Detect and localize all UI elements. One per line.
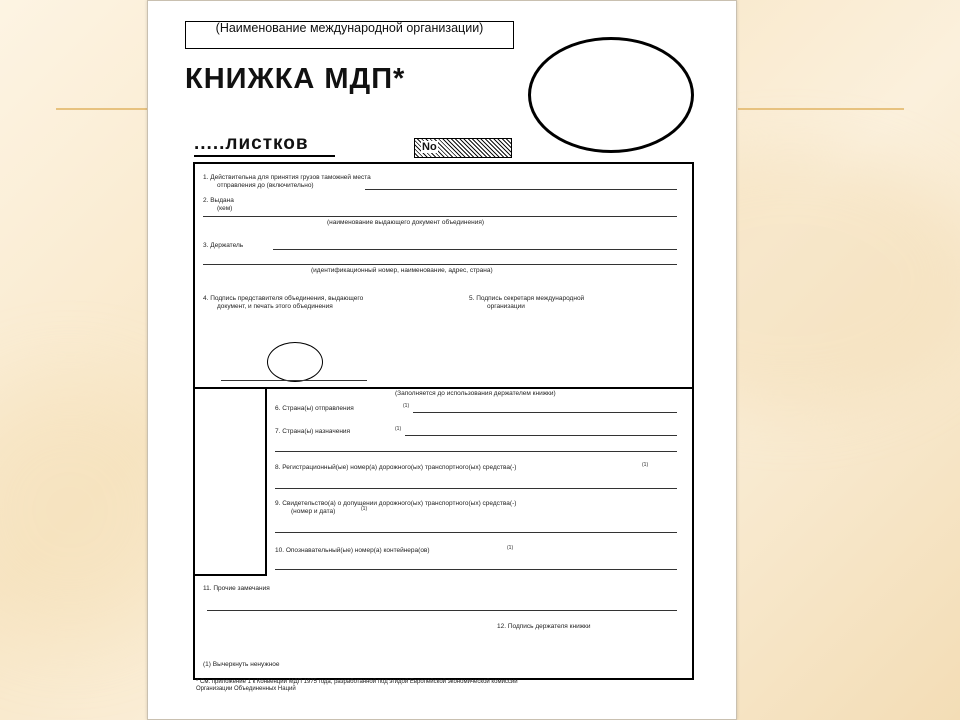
sheets-label: .....листков (194, 133, 335, 157)
field-11-line (207, 610, 677, 611)
footnote-line-2: Организации Объединенных Наций (196, 686, 296, 692)
field-11-label: 11. Прочие замечания (203, 585, 270, 592)
field-4-label-cont: документ, и печать этого объединения (217, 303, 333, 310)
field-3-line (273, 249, 677, 250)
field-12-label: 12. Подпись держателя книжки (497, 623, 591, 630)
footnote-line-1: * См. приложение 1 к Конвенции МДП 1975 года, разработанной под эгидой Европейской экономической комиссии (196, 679, 518, 685)
field-1-label: 1. Действительна для принятия грузов таможней места (203, 174, 371, 181)
field-7-line-2 (275, 451, 677, 452)
field-8-label: 8. Регистрационный(ые) номер(а) дорожного(ых) транспортного(ых) средства(-) (275, 464, 517, 471)
field-8-line (275, 488, 677, 489)
field-7-line (405, 435, 677, 436)
field-10-label: 10. Опознавательный(ые) номер(а) контейнера(ов) (275, 547, 430, 554)
seal-circle (267, 342, 323, 382)
field-8-sup: (1) (642, 462, 649, 468)
decor-line-left (56, 108, 148, 110)
field-2-caption: (наименование выдающего документ объединения) (327, 219, 485, 226)
left-column-box (195, 387, 267, 576)
org-name-box (185, 21, 514, 49)
field-10-line (275, 569, 677, 570)
field-9-label: 9. Свидетельство(а) о допущении дорожного(ых) транспортного(ых) средства(-) (275, 500, 517, 507)
document-title: КНИЖКА МДП* (185, 63, 406, 95)
field-7-sup: (1) (395, 426, 402, 432)
field-7-label: 7. Страна(ы) назначения (275, 428, 351, 435)
field-6-sup: (1) (403, 403, 410, 409)
note-strike: (1) Вычеркнуть ненужное (203, 661, 280, 668)
field-3-label: 3. Держатель (203, 242, 244, 249)
field-3-line-2 (203, 264, 677, 265)
field-9-sub: (номер и дата) (291, 508, 336, 515)
field-2-line (203, 216, 677, 217)
field-6-line (413, 412, 677, 413)
holder-caption: (Заполняется до использования держателем книжки) (395, 390, 556, 397)
field-1-label-cont: отправления до (включительно) (217, 182, 314, 189)
signature-line (221, 380, 367, 381)
org-name: (Наименование международной организации) (215, 21, 484, 35)
field-9-sup: (1) (361, 506, 368, 512)
field-2-sub: (кем) (217, 205, 233, 212)
form-frame (193, 162, 694, 680)
decor-line-right (738, 108, 904, 110)
field-9-line (275, 532, 677, 533)
section-divider (195, 387, 692, 389)
field-3-caption: (идентификационный номер, наименование, адрес, страна) (311, 267, 493, 274)
field-10-sup: (1) (507, 545, 514, 551)
stamp-circle (528, 37, 694, 153)
field-4-label: 4. Подпись представителя объединения, выдающего (203, 295, 364, 302)
field-1-line (365, 189, 677, 190)
field-6-label: 6. Страна(ы) отправления (275, 405, 354, 412)
number-box (414, 138, 512, 158)
field-5-label-cont: организации (487, 303, 525, 310)
field-5-label: 5. Подпись секретаря международной (469, 295, 585, 302)
number-label: No (422, 141, 437, 153)
tir-carnet-page (147, 0, 737, 720)
field-2-label: 2. Выдана (203, 197, 234, 204)
